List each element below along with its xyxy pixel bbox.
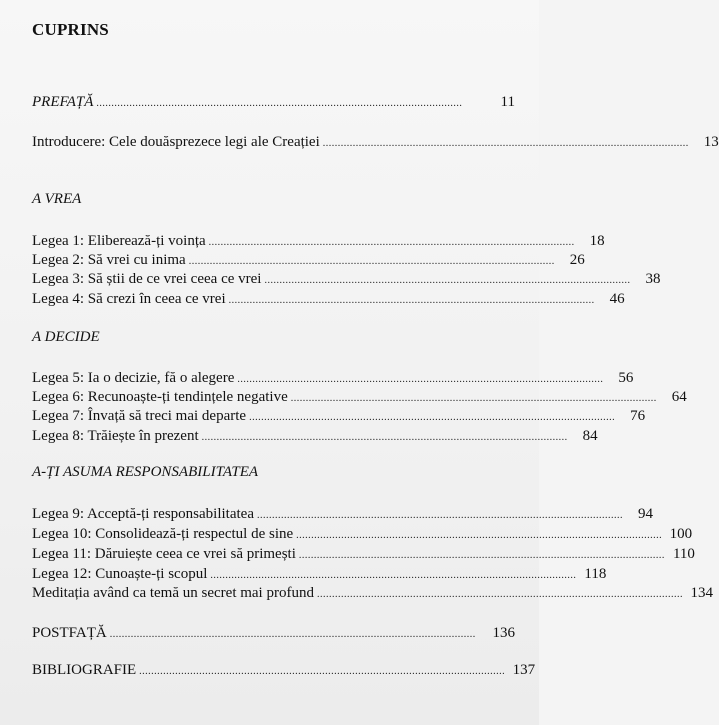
toc-entry-label: Legea 12: Cunoaște-ți scopul [32,566,208,582]
toc-entry-legea-3 [32,270,661,290]
toc-entry-page: 100 [669,526,693,542]
toc-entry-legea-2 [32,251,585,271]
toc-entry-label: Legea 1: Eliberează-ți voința [32,233,206,249]
toc-entry-page: 136 [492,625,515,641]
toc-entry-page: 11 [500,94,515,110]
toc-entry-page: 84 [582,428,598,444]
leader-dots: .......................................................................................................................... [208,237,575,248]
leader-dots: .......................................................................................................................... [237,374,604,385]
leader-dots: .......................................................................................................................... [201,432,568,443]
toc-entry-legea-4 [32,290,625,310]
toc-entry-legea-12 [32,565,607,585]
toc-entry-label: BIBLIOGRAFIE [32,662,137,678]
leader-dots: .......................................................................................................................... [290,393,657,404]
toc-entry-legea-1 [32,232,605,252]
toc-entry-label: Legea 3: Să știi de ce vrei ceea ce vrei [32,271,262,287]
leader-dots: .......................................................................................................................... [96,98,463,109]
toc-entry-page: 26 [569,252,585,268]
toc-entry-page: 38 [645,271,661,287]
leader-dots: .......................................................................................................................... [322,138,689,149]
toc-entry-label: POSTFAȚĂ [32,625,107,641]
toc-entry-page: 94 [637,506,653,522]
toc-entry-page: 64 [671,389,687,405]
leader-dots: .......................................................................................................................... [296,530,663,541]
toc-entry-label: Legea 6: Recunoaște-ți tendințele negative [32,389,288,405]
toc-entry-bibliografie [32,661,536,681]
toc-entry-meditatia [32,584,713,604]
leader-dots: .......................................................................................................................... [316,589,683,600]
toc-entry-label: Legea 9: Acceptă-ți responsabilitatea [32,506,254,522]
toc-entry-legea-8 [32,427,598,447]
toc-entry-label: Legea 4: Să crezi în ceea ce vrei [32,291,226,307]
toc-entry-legea-7 [32,407,646,427]
toc-entry-legea-5 [32,369,634,389]
toc-entry-postfata [32,624,515,644]
toc-entry-introducere [32,133,719,153]
leader-dots: .......................................................................................................................... [109,629,476,640]
toc-entry-page: 13 [703,134,719,150]
toc-entry-label: Legea 8: Trăiește în prezent [32,428,199,444]
leader-dots: .......................................................................................................................... [210,570,577,581]
toc-entry-prefata [32,93,515,113]
toc-title: CUPRINS [32,20,109,39]
toc-entry-legea-11 [32,545,695,565]
toc-entry-page: 18 [589,233,605,249]
leader-dots: .......................................................................................................................... [264,275,631,286]
toc-entry-label: Legea 7: Învață să treci mai departe [32,408,247,424]
toc-entry-label: Meditația având ca temă un secret mai profund [32,585,314,601]
toc-entry-page: 137 [512,662,536,678]
toc-section-a-decide: A DECIDE [32,329,100,345]
leader-dots: .......................................................................................................................... [249,412,616,423]
toc-entry-page: 56 [618,370,634,386]
toc-entry-label: Legea 11: Dăruiește ceea ce vrei să primești [32,546,296,562]
leader-dots: .......................................................................................................................... [139,666,506,677]
toc-entry-page: 46 [609,291,625,307]
leader-dots: .......................................................................................................................... [228,295,595,306]
toc-section-a-ti-asuma-responsabilitatea: A-ȚI ASUMA RESPONSABILITATEA [32,464,259,480]
toc-entry-label: Legea 10: Consolidează-ți respectul de sine [32,526,294,542]
toc-entry-page: 118 [584,566,607,582]
toc-entry-label: Introducere: Cele douăsprezece legi ale Creației [32,134,320,150]
toc-entry-legea-10 [32,525,693,545]
toc-section-a-vrea: A VREA [32,191,82,207]
toc-entry-page: 76 [630,408,646,424]
toc-entry-legea-9 [32,505,653,525]
toc-entry-legea-6 [32,388,687,408]
leader-dots: .......................................................................................................................... [188,256,555,267]
toc-entry-label: Legea 5: Ia o decizie, fă o alegere [32,370,235,386]
toc-entry-label: Legea 2: Să vrei cu inima [32,252,186,268]
toc-entry-page: 110 [672,546,695,562]
toc-entry-label: PREFAȚĂ [32,94,94,110]
leader-dots: .......................................................................................................................... [256,510,623,521]
leader-dots: .......................................................................................................................... [298,550,665,561]
toc-entry-page: 134 [690,585,713,601]
